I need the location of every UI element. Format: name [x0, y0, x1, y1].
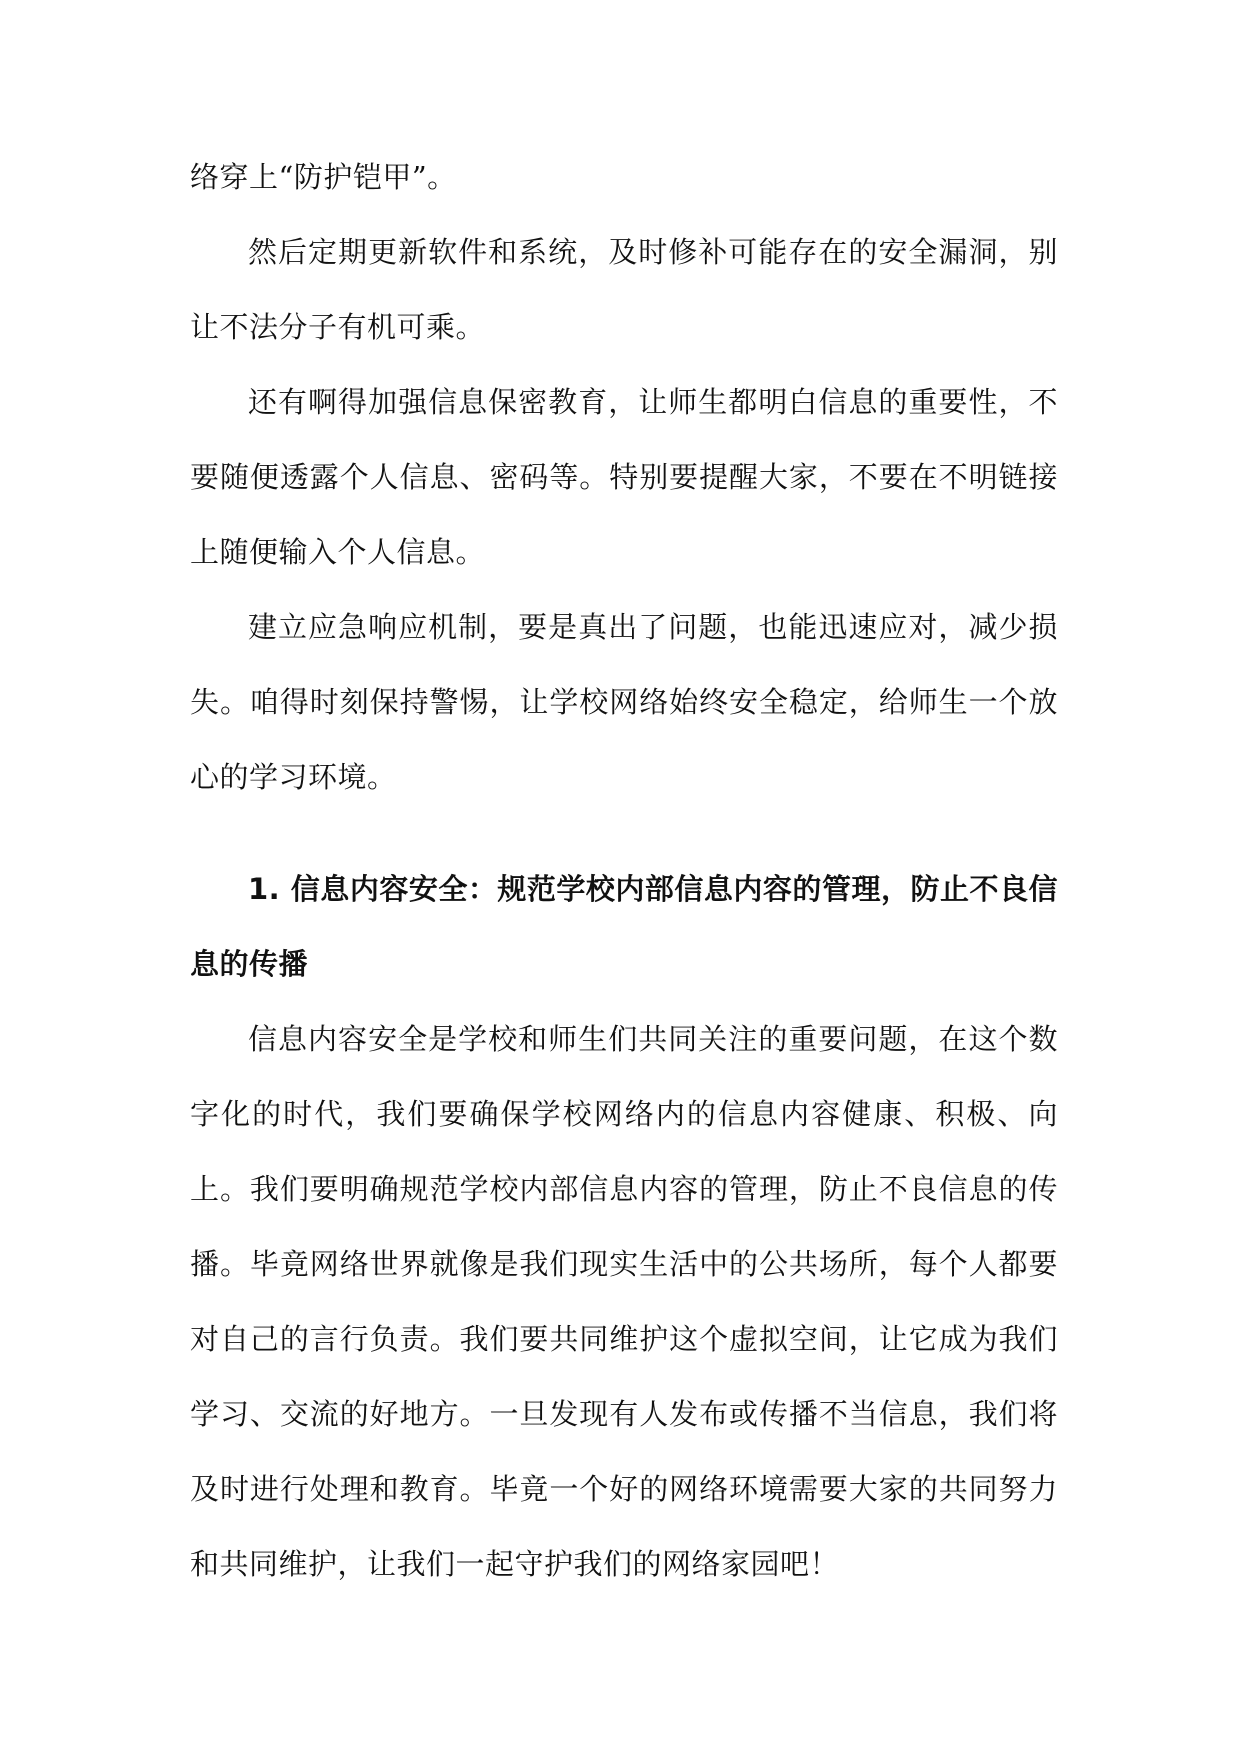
paragraph-emergency-response: 建立应急响应机制，要是真出了问题，也能迅速应对，减少损失。咱得时刻保持警惕，让学校网络始终安全稳定，给师生一个放心的学习环境。: [190, 610, 1058, 794]
paragraph-continuation: 络穿上“防护铠甲”。: [190, 160, 457, 194]
paragraph-update-software: 然后定期更新软件和系统，及时修补可能存在的安全漏洞，别让不法分子有机可乘。: [190, 235, 1058, 344]
paragraph-content-security: 信息内容安全是学校和师生们共同关注的重要问题，在这个数字化的时代，我们要确保学校网络内的信息内容健康、积极、向上。我们要明确规范学校内部信息内容的管理，防止不良信息的传播。毕竟网络世界就像是我们现实生活中的公共场所，每个人都要对自己的言行负责。我们要共同维护这个虚拟空间，让它成为我们学习、交流的好地方。一旦发现有人发布或传播不当信息，我们将及时进行处理和教育。毕竟一个好的网络环境需要大家的共同努力和共同维护，让我们一起守护我们的网络家园吧！: [190, 1022, 1058, 1581]
document-body: [190, 140, 1058, 1602]
paragraph-confidentiality-education: 还有啊得加强信息保密教育，让师生都明白信息的重要性，不要随便透露个人信息、密码等。特别要提醒大家，不要在不明链接上随便输入个人信息。: [190, 385, 1058, 569]
section-heading: 1. 信息内容安全：规范学校内部信息内容的管理，防止不良信息的传播: [190, 872, 1058, 981]
